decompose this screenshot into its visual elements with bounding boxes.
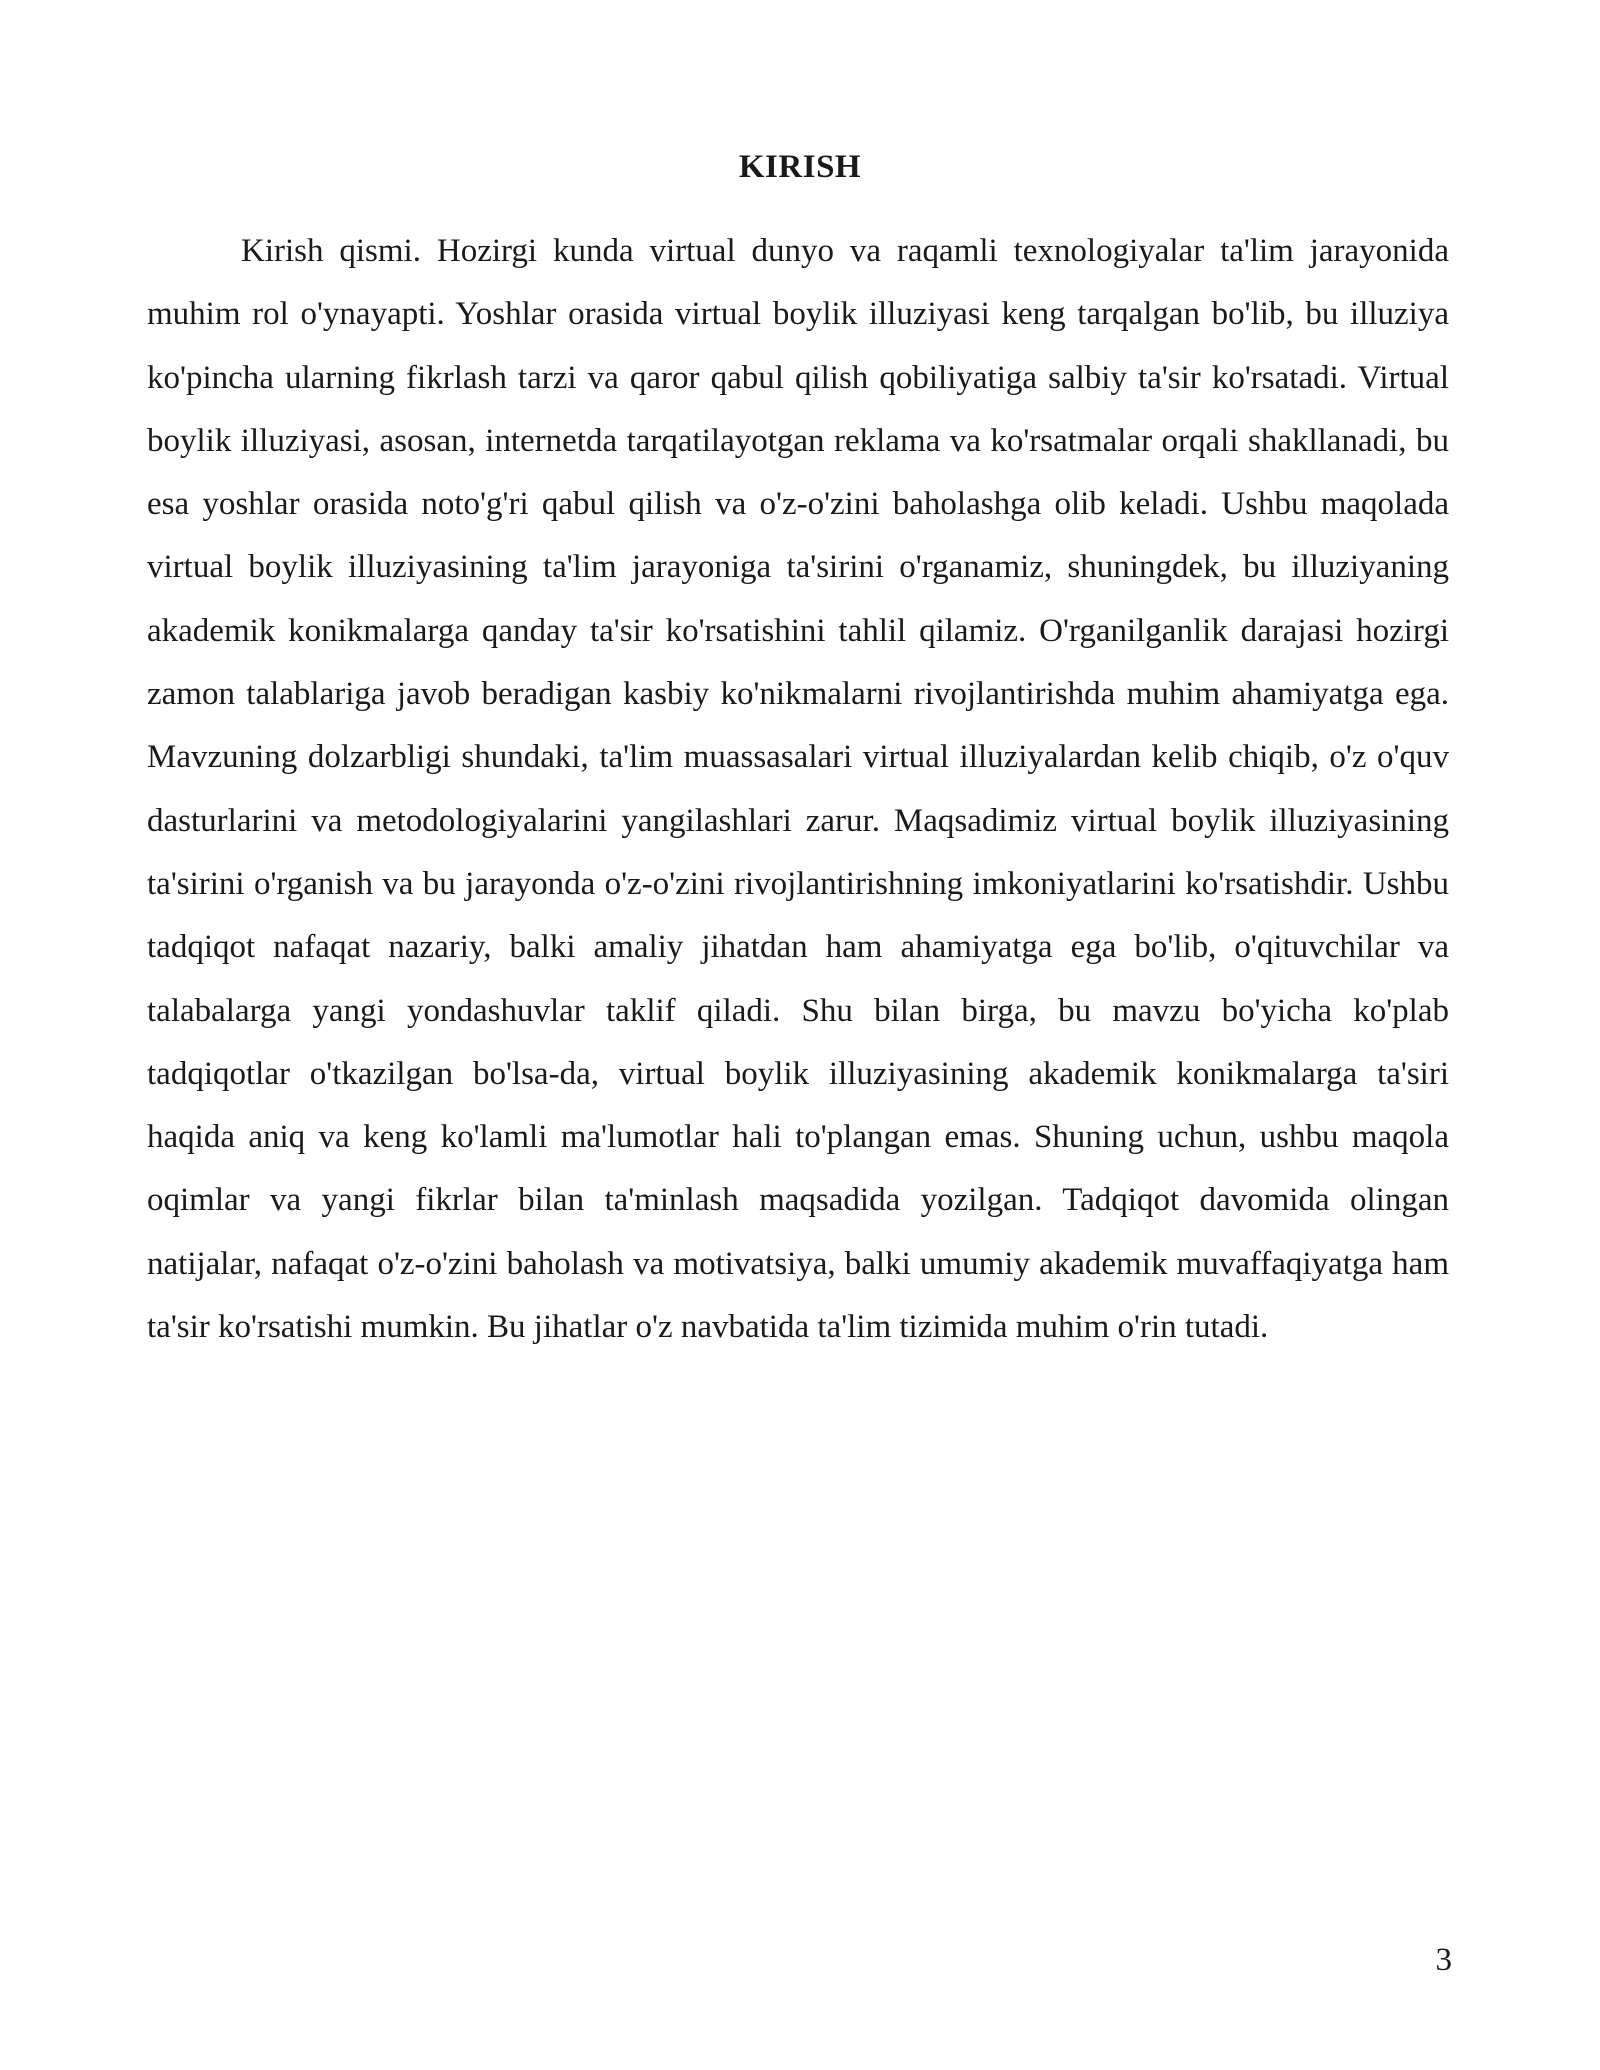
page-number: 3 — [1435, 1942, 1452, 1978]
section-heading: KIRISH — [738, 149, 862, 185]
body-paragraph: Kirish qismi. Hozirgi kunda virtual dunyo va raqamli texnologiyalar ta'lim jarayonida muhim rol o'ynayapti. Yoshlar orasida virtual boylik illuziyasi keng tarqalgan bo'lib, bu illuziya ko'pincha ularning fikrlash tarzi va qaror qabul qilish qobiliyatiga salbiy ta'sir ko'rsatadi. Virtual boylik illuziyasi, asosan, internetda tarqatilayotgan reklama va ko'rsatmalar orqali shakllanadi, bu esa yoshlar orasida noto'g'ri qabul qilish va o'z-o'zini baholashga olib keladi. Ushbu maqolada virtual boylik illuziyasining ta'lim jarayoniga ta'sirini o'rganamiz, shuningdek, bu illuziyaning akademik konikmalarga qanday ta'sir ko'rsatishini tahlil qilamiz. O'rganilganlik darajasi hozirgi zamon talablariga javob beradigan kasbiy ko'nikmalarni rivojlantirishda muhim ahamiyatga ega. Mavzuning dolzarbligi shundaki, ta'lim muassasalari virtual illuziyalardan kelib chiqib, o'z o'quv dasturlarini va metodologiyalarini yangilashlari zarur. Maqsadimiz virtual boylik illuziyasining ta'sirini o'rganish va bu jarayonda o'z-o'zini rivojlantirishning imkoniyatlarini ko'rsatishdir. Ushbu tadqiqot nafaqat nazariy, balki amaliy jihatdan ham ahamiyatga ega bo'lib, o'qituvchilar va talabalarga yangi yondashuvlar taklif qiladi. Shu bilan birga, bu mavzu bo'yicha ko'plab tadqiqotlar o'tkazilgan bo'lsa-da, virtual boylik illuziyasining akademik konikmalarga ta'siri haqida aniq va keng ko'lamli ma'lumotlar hali to'plangan emas. Shuning uchun, ushbu maqola oqimlar va yangi fikrlar bilan ta'minlash maqsadida yozilgan. Tadqiqot davomida olingan natijalar, nafaqat o'z-o'zini baholash va motivatsiya, balki umumiy akademik muvaffaqiyatga ham ta'sir ko'rsatishi mumkin. Bu jihatlar o'z navbatida ta'lim tizimida muhim o'rin tutadi. — [147, 233, 1449, 1346]
